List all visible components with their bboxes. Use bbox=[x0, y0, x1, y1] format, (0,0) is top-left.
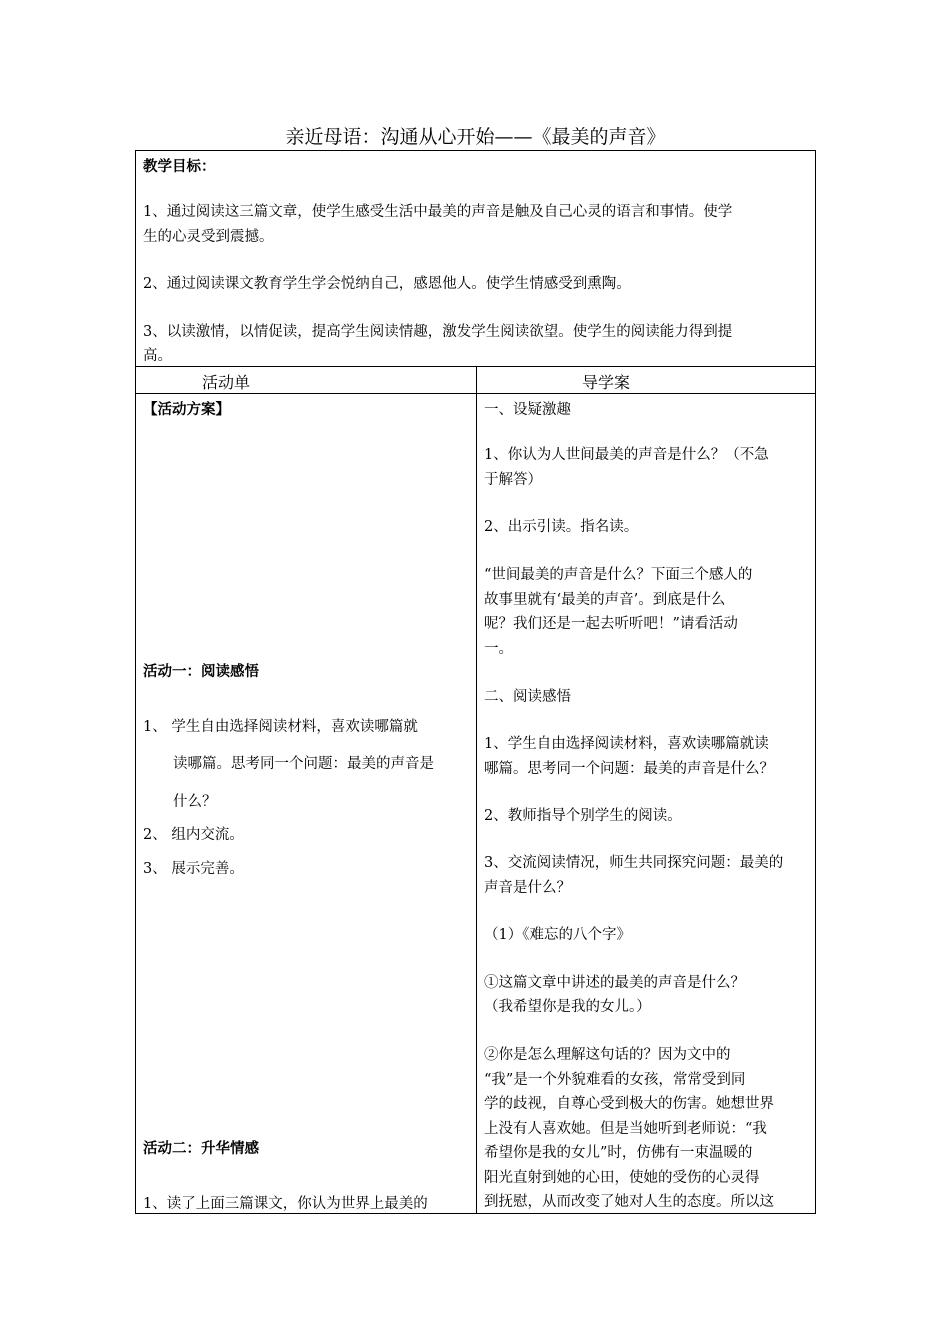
guide-line-11: 哪篇。思考同一个问题：最美的声音是什么？ bbox=[484, 761, 774, 777]
guide-line-15: （1）《难忘的八个字》 bbox=[484, 927, 631, 943]
guide-line-12: 2、教师指导个别学生的阅读。 bbox=[484, 808, 682, 824]
guide-line-6: 故事里就有‘最美的声音’。到底是什么 bbox=[484, 592, 726, 608]
objectives-heading: 教学目标： bbox=[143, 159, 216, 175]
guide-line-2: 1、你认为人世间最美的声音是什么？（不急 bbox=[484, 447, 769, 463]
objective-line-3: 2、通过阅读课文教育学生学会悦纳自己，感恩他人。使学生情感受到熏陶。 bbox=[143, 276, 631, 292]
guide-line-14: 声音是什么？ bbox=[484, 880, 571, 896]
guide-line-22: 希望你是我的女儿”时，仿佛有一束温暖的 bbox=[484, 1145, 753, 1161]
activity-two-heading: 活动二：升华情感 bbox=[143, 1141, 259, 1157]
guide-line-17: （我希望你是我的女儿。） bbox=[484, 999, 651, 1015]
study-guide-header: 导学案 bbox=[582, 373, 631, 392]
guide-line-16: ①这篇文章中讲述的最美的声音是什么？ bbox=[484, 975, 745, 991]
guide-line-20: 学的歧视，自尊心受到极大的伤害。她想世界 bbox=[484, 1096, 774, 1112]
guide-line-9: 二、阅读感悟 bbox=[484, 689, 571, 705]
guide-line-10: 1、学生自由选择阅读材料，喜欢读哪篇就读 bbox=[484, 736, 769, 752]
activity-two-line-1: 1、读了上面三篇课文，你认为世界上最美的 bbox=[143, 1196, 428, 1212]
guide-line-7: 呢？我们还是一起去听听吧！”请看活动 bbox=[484, 616, 738, 632]
guide-line-23: 阳光直射到她的心田，使她的受伤的心灵得 bbox=[484, 1170, 760, 1186]
document-title: 亲近母语：沟通从心开始——《最美的声音》 bbox=[285, 126, 666, 148]
activity-one-line-2: 读哪篇。思考同一个问题：最美的声音是 bbox=[173, 756, 434, 772]
guide-line-8: 一。 bbox=[484, 641, 513, 657]
guide-line-3: 于解答） bbox=[484, 472, 542, 488]
objective-line-1: 1、通过阅读这三篇文章，使学生感受生活中最美的声音是触及自己心灵的语言和事情。使学 bbox=[143, 204, 733, 220]
activity-one-line-1: 1、 学生自由选择阅读材料，喜欢读哪篇就 bbox=[143, 719, 418, 735]
objective-line-5: 高。 bbox=[143, 348, 172, 364]
activity-sheet-header: 活动单 bbox=[202, 373, 251, 392]
guide-line-19: “我”是一个外貌难看的女孩，常常受到同 bbox=[484, 1072, 746, 1088]
activity-one-line-3: 什么？ bbox=[173, 794, 217, 810]
table-column-divider bbox=[476, 367, 477, 1214]
guide-line-5: “世间最美的声音是什么？下面三个感人的 bbox=[484, 567, 753, 583]
guide-line-4: 2、出示引读。指名读。 bbox=[484, 519, 639, 535]
activity-plan-heading: 【活动方案】 bbox=[143, 402, 230, 418]
objective-line-4: 3、以读激情，以情促读，提高学生阅读情趣，激发学生阅读欲望。使学生的阅读能力得到提 bbox=[143, 324, 733, 340]
objective-line-2: 生的心灵受到震撼。 bbox=[143, 229, 274, 245]
activity-one-line-4: 2、 组内交流。 bbox=[143, 827, 244, 843]
activity-one-heading: 活动一：阅读感悟 bbox=[143, 664, 259, 680]
guide-line-18: ②你是怎么理解这句话的？因为文中的 bbox=[484, 1047, 731, 1063]
activity-one-line-5: 3、 展示完善。 bbox=[143, 861, 244, 877]
guide-line-1: 一、设疑激趣 bbox=[484, 402, 571, 418]
guide-line-21: 上没有人喜欢她。但是当她听到老师说：“我 bbox=[484, 1121, 767, 1137]
guide-line-24: 到抚慰，从而改变了她对人生的态度。所以这 bbox=[484, 1194, 774, 1210]
guide-line-13: 3、交流阅读情况，师生共同探究问题：最美的 bbox=[484, 855, 784, 871]
